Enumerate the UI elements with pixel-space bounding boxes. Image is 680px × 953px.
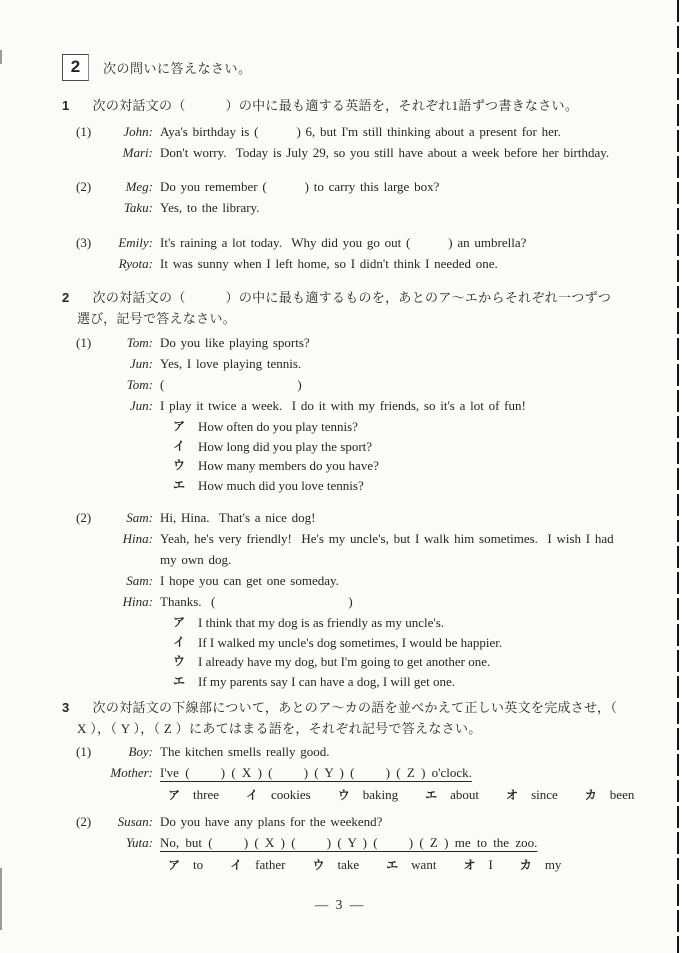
speaker-name: Emily: xyxy=(118,235,153,250)
option-word: my xyxy=(544,857,562,872)
option-marker: イ xyxy=(230,858,243,872)
option-marker: イ xyxy=(173,438,186,453)
dialog-text: Yeah, he's very friendly! He's my uncle's, but I walk him sometimes. I wish I had my own dog. xyxy=(160,531,619,567)
option-word: take xyxy=(337,857,360,872)
dialog-text: Do you like playing sports? xyxy=(160,335,310,350)
option-word: cookies xyxy=(271,787,311,802)
speaker-name: Yuta: xyxy=(126,835,153,850)
dialog-line xyxy=(95,232,620,253)
section-1-instruction: 次の対話文の（ ）の中に最も適する英語を，それぞれ1語ずつ書きなさい。 xyxy=(92,98,579,113)
choice-option xyxy=(173,437,620,457)
dialog xyxy=(95,811,620,875)
option-word: to xyxy=(193,857,204,872)
word-option xyxy=(338,785,398,805)
dialog-line xyxy=(95,121,620,142)
option-marker: オ xyxy=(506,788,519,802)
dialog-text: ( ) xyxy=(160,377,302,392)
q2-item-1 xyxy=(62,332,620,495)
q1-item-3 xyxy=(62,232,620,274)
dialog-text: The kitchen smells really good. xyxy=(160,744,330,759)
choice-option xyxy=(173,672,620,692)
option-marker: ウ xyxy=(173,654,186,668)
option-word: three xyxy=(193,787,219,802)
word-bank-row xyxy=(95,785,635,805)
dialog-text: Aya's birthday is ( ) 6, but I'm still thinking about a present for her. xyxy=(160,124,561,139)
word-bank-row xyxy=(95,855,620,875)
speaker-name: Taku: xyxy=(123,200,153,215)
option-text: How many members do you have? xyxy=(198,458,379,473)
dialog-line xyxy=(95,570,620,591)
section-3-header xyxy=(62,697,620,739)
underlined-answer-text: No, but ( ) ( X ) ( ) ( Y ) ( ) ( Z ) me to the zoo. xyxy=(160,835,538,850)
item-label: (2) xyxy=(76,510,92,525)
choice-option xyxy=(173,652,620,672)
option-marker: エ xyxy=(425,788,438,802)
dialog-line xyxy=(95,353,620,374)
word-option xyxy=(312,855,359,875)
section-1-number: 1 xyxy=(62,98,70,113)
word-option xyxy=(230,855,285,875)
section-3-instruction: 次の対話文の下線部について，あとのア～カの語を並べかえて正しい英文を完成させ，（ X ），（ Y ），（ Z ）にあてはまる語を，それぞれ記号で答えなさい。 xyxy=(77,700,618,736)
speaker-name: Tom: xyxy=(126,335,153,350)
option-text: How often do you play tennis? xyxy=(198,419,358,434)
scan-edge-right xyxy=(677,0,680,953)
choice-options xyxy=(95,613,620,691)
option-marker: イ xyxy=(246,788,259,802)
option-marker: オ xyxy=(463,858,476,872)
choice-option xyxy=(173,633,620,653)
section-2-header xyxy=(62,287,620,329)
dialog xyxy=(95,121,620,163)
word-option xyxy=(506,785,558,805)
q2-item-2 xyxy=(62,507,620,691)
q1-item-1 xyxy=(62,121,620,163)
option-marker: ア xyxy=(173,615,186,629)
word-option xyxy=(168,855,203,875)
dialog-line xyxy=(95,591,620,612)
dialog-line xyxy=(95,253,620,274)
dialog-text: Yes, to the library. xyxy=(160,200,260,215)
speaker-name: Meg: xyxy=(125,179,153,194)
item-label: (2) xyxy=(76,179,92,194)
option-marker: ア xyxy=(168,788,181,802)
option-word: since xyxy=(531,787,558,802)
dialog-text: I play it twice a week. I do it with my friends, so it's a lot of fun! xyxy=(160,398,526,413)
option-text: How long did you play the sport? xyxy=(198,438,373,454)
item-label: (1) xyxy=(76,744,92,759)
option-marker: ア xyxy=(173,419,186,433)
dialog-line xyxy=(95,762,620,783)
dialog-line xyxy=(95,197,620,218)
word-option xyxy=(585,785,635,805)
option-text: If I walked my uncle's dog sometimes, I would be happier. xyxy=(198,634,503,650)
speaker-name: John: xyxy=(123,124,153,139)
option-marker: ウ xyxy=(173,458,186,472)
speaker-name: Hina: xyxy=(122,594,153,609)
option-marker: ウ xyxy=(337,788,350,802)
dialog-text: It's raining a lot today. Why did you go out ( ) an umbrella? xyxy=(160,235,527,250)
dialog-text: Do you remember ( ) to carry this large box? xyxy=(160,179,440,194)
choice-option xyxy=(173,456,620,476)
word-option xyxy=(168,785,219,805)
dialog-text: Do you have any plans for the weekend? xyxy=(160,814,383,829)
dialog-line xyxy=(95,176,620,197)
speaker-name: Boy: xyxy=(128,744,153,759)
q1-item-2 xyxy=(62,176,620,218)
item-label: (2) xyxy=(76,814,92,829)
choice-options xyxy=(95,417,620,495)
word-option xyxy=(246,785,311,805)
item-label: (3) xyxy=(76,235,92,250)
dialog-text: Thanks. ( ) xyxy=(160,594,353,609)
option-text: If my parents say I can have a dog, I will get one. xyxy=(198,673,456,689)
page-number: — 3 — xyxy=(314,897,366,912)
dialog-line xyxy=(95,142,620,163)
big-question-title: 次の問いに答えなさい。 xyxy=(103,60,252,76)
dialog xyxy=(95,232,620,274)
speaker-name: Tom: xyxy=(126,377,153,392)
speaker-name: Jun: xyxy=(129,398,153,413)
dialog-text: It was sunny when I left home, so I didn't think I needed one. xyxy=(160,256,498,271)
q3-item-1 xyxy=(62,741,635,805)
option-text: I already have my dog, but I'm going to get another one. xyxy=(198,654,491,669)
option-marker: エ xyxy=(386,858,399,872)
option-text: How much did you love tennis? xyxy=(198,477,364,493)
option-word: baking xyxy=(362,787,399,802)
speaker-name: Sam: xyxy=(126,510,153,525)
dialog xyxy=(95,176,620,218)
speaker-name: Mother: xyxy=(110,765,153,780)
speaker-name: Hina: xyxy=(122,531,153,546)
option-word: want xyxy=(411,857,437,872)
dialog-text: Hi, Hina. That's a nice dog! xyxy=(160,510,316,525)
speaker-name: Ryota: xyxy=(118,256,153,271)
dialog-line xyxy=(95,507,620,528)
speaker-name: Jun: xyxy=(129,356,153,371)
dialog-line xyxy=(95,395,620,416)
dialog-line xyxy=(95,811,620,832)
big-question-number-box xyxy=(62,54,89,81)
word-option xyxy=(520,855,562,875)
choice-option xyxy=(173,613,620,633)
option-marker: エ xyxy=(173,673,186,688)
choice-option xyxy=(173,417,620,437)
option-marker: エ xyxy=(173,477,186,492)
option-marker: ア xyxy=(168,858,181,872)
option-marker: ウ xyxy=(312,858,325,872)
section-3-number: 3 xyxy=(62,700,70,715)
dialog-line xyxy=(95,741,620,762)
big-question-number: 2 xyxy=(70,57,81,76)
dialog-line xyxy=(95,374,620,395)
dialog-text: I hope you can get one someday. xyxy=(160,573,339,588)
word-option xyxy=(386,855,436,875)
option-marker: イ xyxy=(173,634,186,649)
big-question-header xyxy=(62,54,620,80)
option-text: I think that my dog is as friendly as my uncle's. xyxy=(198,615,445,630)
speaker-name: Mari: xyxy=(122,145,153,160)
option-word: I xyxy=(488,857,493,872)
word-option xyxy=(463,855,492,875)
section-2-number: 2 xyxy=(62,290,70,305)
choice-option xyxy=(173,476,620,496)
speaker-name: Susan: xyxy=(117,814,153,829)
dialog xyxy=(95,741,635,805)
dialog-text: Yes, I love playing tennis. xyxy=(160,356,302,371)
dialog-text: Don't worry. Today is July 29, so you still have about a week before her birthday. xyxy=(160,145,610,160)
underlined-answer-text: I've ( ) ( X ) ( ) ( Y ) ( ) ( Z ) o'clock. xyxy=(160,765,472,780)
scan-edge-left-top xyxy=(0,50,2,64)
word-option xyxy=(425,785,479,805)
dialog xyxy=(95,332,620,495)
option-word: father xyxy=(255,857,286,872)
dialog-line xyxy=(95,528,620,570)
dialog-line xyxy=(95,832,620,853)
speaker-name: Sam: xyxy=(126,573,153,588)
page-content xyxy=(62,54,635,875)
option-word: about xyxy=(450,787,480,802)
dialog xyxy=(95,507,620,691)
section-2-instruction: 次の対話文の（ ）の中に最も適するものを，あとのア～エからそれぞれ一つずつ選び，記号で答えなさい。 xyxy=(77,290,612,326)
q3-item-2 xyxy=(62,811,620,875)
option-marker: カ xyxy=(519,858,532,872)
option-word: been xyxy=(609,787,635,802)
option-marker: カ xyxy=(584,788,597,802)
item-label: (1) xyxy=(76,335,92,350)
dialog-line xyxy=(95,332,620,353)
section-1-header xyxy=(62,95,620,116)
item-label: (1) xyxy=(76,124,92,139)
